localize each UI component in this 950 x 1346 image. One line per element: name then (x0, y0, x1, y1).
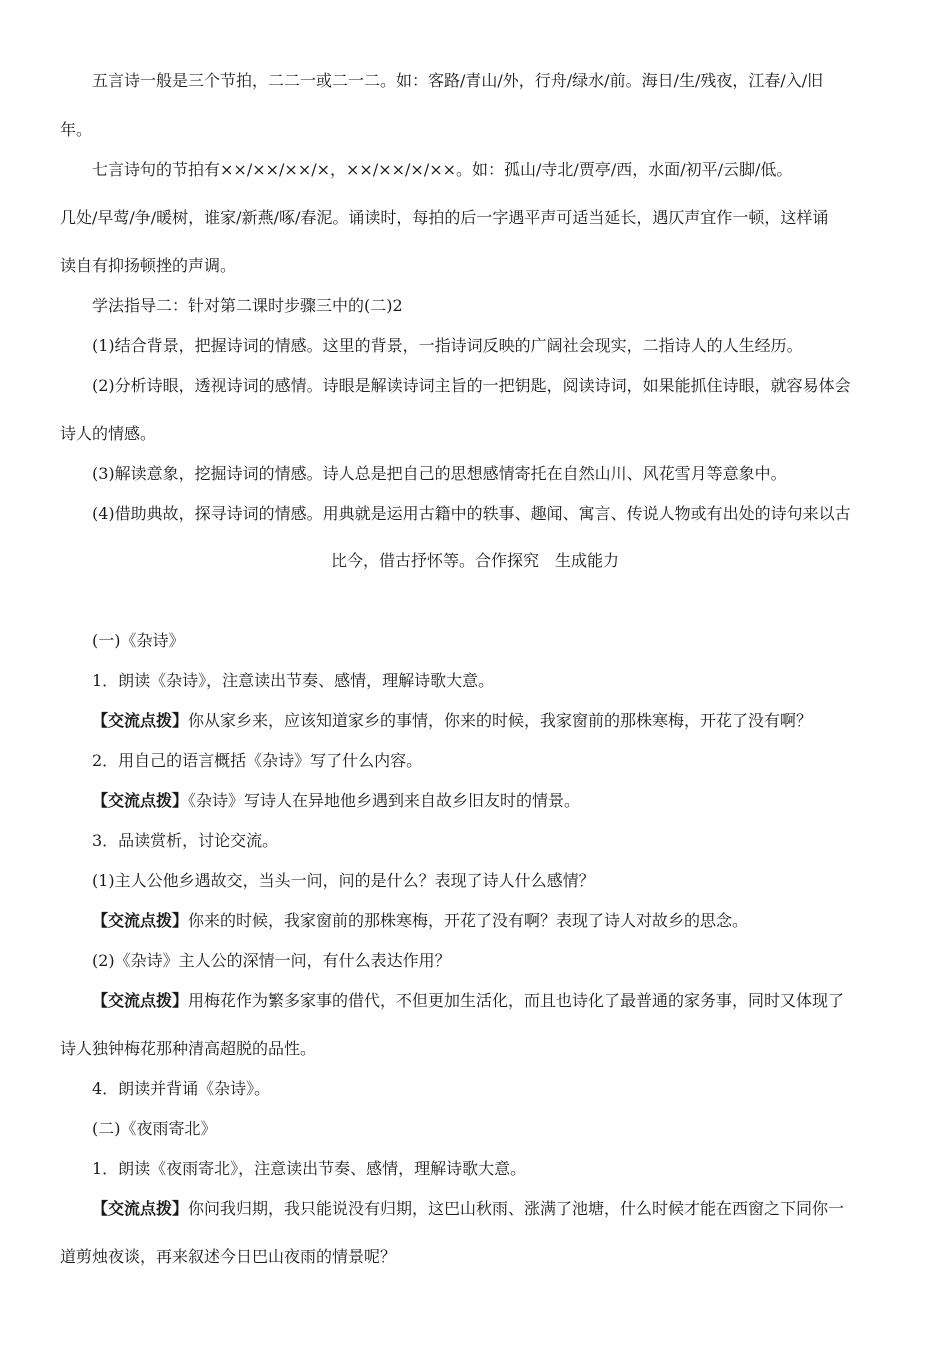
answer-label: 【交流点拨】 (92, 791, 189, 810)
section-heading-zashi: (一)《杂诗》 (92, 631, 185, 650)
section-heading-yeyujibei: (二)《夜雨寄北》 (92, 1119, 217, 1138)
question-3-1: (1)主人公他乡遇故交，当头一问，问的是什么？表现了诗人什么感情？ (92, 871, 595, 890)
guide-item-4-cont-section-title: 比今，借古抒怀等。合作探究 生成能力 (330, 551, 619, 570)
answer-text: 《杂诗》写诗人在异地他乡遇到来自故乡旧友时的情景。 (188, 791, 581, 810)
question-4: 4．朗读并背诵《杂诗》。 (92, 1079, 271, 1098)
question-3-2: (2)《杂诗》主人公的深情一问，有什么表达作用？ (92, 951, 451, 970)
question-2: 2．用自己的语言概括《杂诗》写了什么内容。 (92, 751, 423, 770)
answer-text: 你问我归期，我只能说没有归期，这巴山秋雨、涨满了池塘，什么时候才能在西窗之下同你一 (188, 1199, 845, 1218)
paragraph-five-char-rhythm-cont: 年。 (60, 120, 93, 139)
answer-label: 【交流点拨】 (92, 991, 189, 1010)
study-guide-heading: 学法指导二：针对第二课时步骤三中的(二)2 (92, 296, 403, 315)
guide-item-1: (1)结合背景，把握诗词的情感。这里的背景，一指诗词反映的广阔社会现实，二指诗人的人生经历。 (92, 336, 803, 355)
question-1: 1．朗读《杂诗》，注意读出节奏、感情，理解诗歌大意。 (92, 671, 495, 690)
paragraph-seven-char-rhythm-cont1: 几处/早莺/争/暖树，谁家/新燕/啄/春泥。诵读时，每拍的后一字遇平声可适当延长，遇仄声宜作一顿，这样诵 (60, 208, 829, 227)
answer-3-2 (92, 991, 927, 1011)
answer-yeyu-1 (92, 1199, 927, 1219)
answer-label: 【交流点拨】 (92, 1199, 189, 1218)
question-3: 3．品读赏析，讨论交流。 (92, 831, 279, 850)
answer-2 (92, 791, 927, 811)
answer-1 (92, 711, 927, 731)
answer-text: 用梅花作为繁多家事的借代，不但更加生活化，而且也诗化了最普通的家务事，同时又体现了 (188, 991, 845, 1010)
paragraph-seven-char-rhythm: 七言诗句的节拍有××/××/××/×，××/××/×/××。如：孤山/寺北/贾亭/西，水面/初平/云脚/低。 (92, 160, 793, 179)
answer-yeyu-1-cont: 道剪烛夜谈，再来叙述今日巴山夜雨的情景呢？ (60, 1247, 397, 1266)
guide-item-3: (3)解读意象，挖掘诗词的情感。诗人总是把自己的思想感情寄托在自然山川、风花雪月等意象中。 (92, 464, 787, 483)
answer-3-2-cont: 诗人独钟梅花那种清高超脱的品性。 (60, 1039, 317, 1058)
answer-text: 你从家乡来，应该知道家乡的事情，你来的时候，我家窗前的那株寒梅，开花了没有啊？ (188, 711, 813, 730)
guide-item-4: (4)借助典故，探寻诗词的情感。用典就是运用古籍中的轶事、趣闻、寓言、传说人物或有出处的诗句来以古 (92, 504, 851, 523)
answer-text: 你来的时候，我家窗前的那株寒梅，开花了没有啊？表现了诗人对故乡的思念。 (188, 911, 749, 930)
answer-3-1 (92, 911, 927, 931)
guide-item-2: (2)分析诗眼，透视诗词的感情。诗眼是解读诗词主旨的一把钥匙，阅读诗词，如果能抓住诗眼，就容易体会 (92, 376, 851, 395)
answer-label: 【交流点拨】 (92, 911, 189, 930)
answer-label: 【交流点拨】 (92, 711, 189, 730)
guide-item-2-cont: 诗人的情感。 (60, 424, 157, 443)
paragraph-five-char-rhythm: 五言诗一般是三个节拍，二二一或二一二。如：客路/青山/外，行舟/绿水/前。海日/生/残夜，江春/入/旧 (92, 71, 824, 90)
question-yeyu-1: 1．朗读《夜雨寄北》，注意读出节奏、感情，理解诗歌大意。 (92, 1159, 527, 1178)
paragraph-seven-char-rhythm-cont2: 读自有抑扬顿挫的声调。 (60, 256, 237, 275)
